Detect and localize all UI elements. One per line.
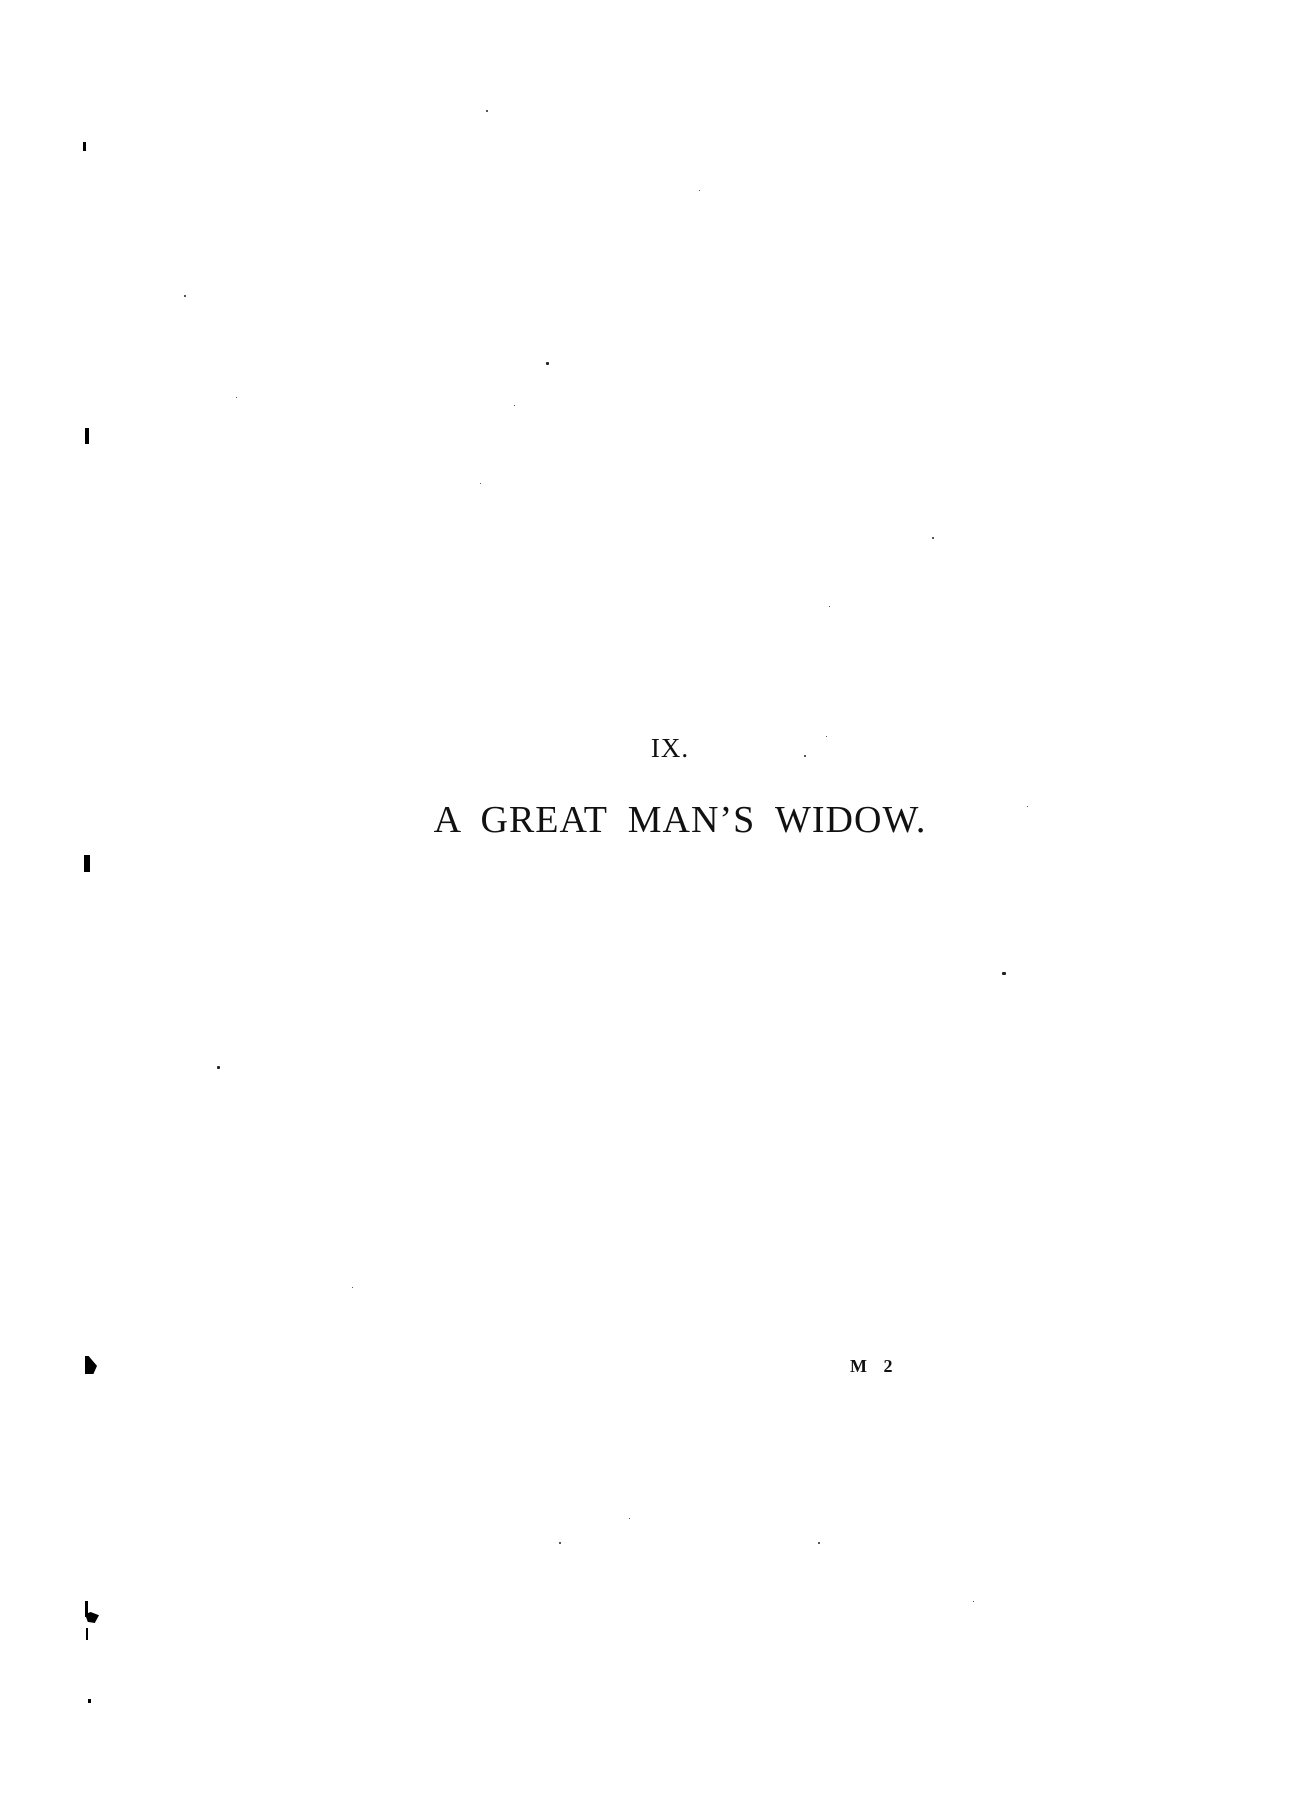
- scan-speck: [217, 1066, 220, 1069]
- margin-mark: [86, 1628, 88, 1640]
- scan-speck: [818, 1542, 820, 1544]
- margin-mark: [83, 142, 86, 151]
- scan-speck: [1002, 972, 1006, 975]
- scan-speck: [932, 537, 934, 539]
- margin-mark: [84, 855, 90, 872]
- scan-speck: [480, 483, 481, 484]
- margin-mark: [85, 428, 89, 444]
- margin-mark: [85, 1356, 97, 1374]
- scan-speck: [514, 405, 515, 406]
- scan-speck: [629, 1518, 630, 1519]
- scan-speck: [546, 362, 549, 365]
- scan-speck: [1027, 806, 1028, 807]
- scan-speck: [699, 190, 700, 191]
- scan-speck: [352, 1287, 353, 1288]
- chapter-title: A GREAT MAN’S WIDOW.: [433, 799, 927, 841]
- scan-speck: [973, 1601, 974, 1602]
- chapter-number: IX.: [650, 733, 690, 763]
- scan-speck: [559, 1542, 561, 1544]
- scan-speck: [236, 397, 237, 398]
- margin-mark: [88, 1699, 91, 1703]
- margin-mark: [85, 1612, 99, 1623]
- scan-speck: [829, 606, 830, 607]
- scan-speck: [804, 755, 806, 757]
- scan-speck: [486, 110, 488, 112]
- scan-speck: [826, 736, 827, 737]
- scan-speck: [184, 295, 186, 297]
- signature-mark: M 2: [850, 1356, 899, 1376]
